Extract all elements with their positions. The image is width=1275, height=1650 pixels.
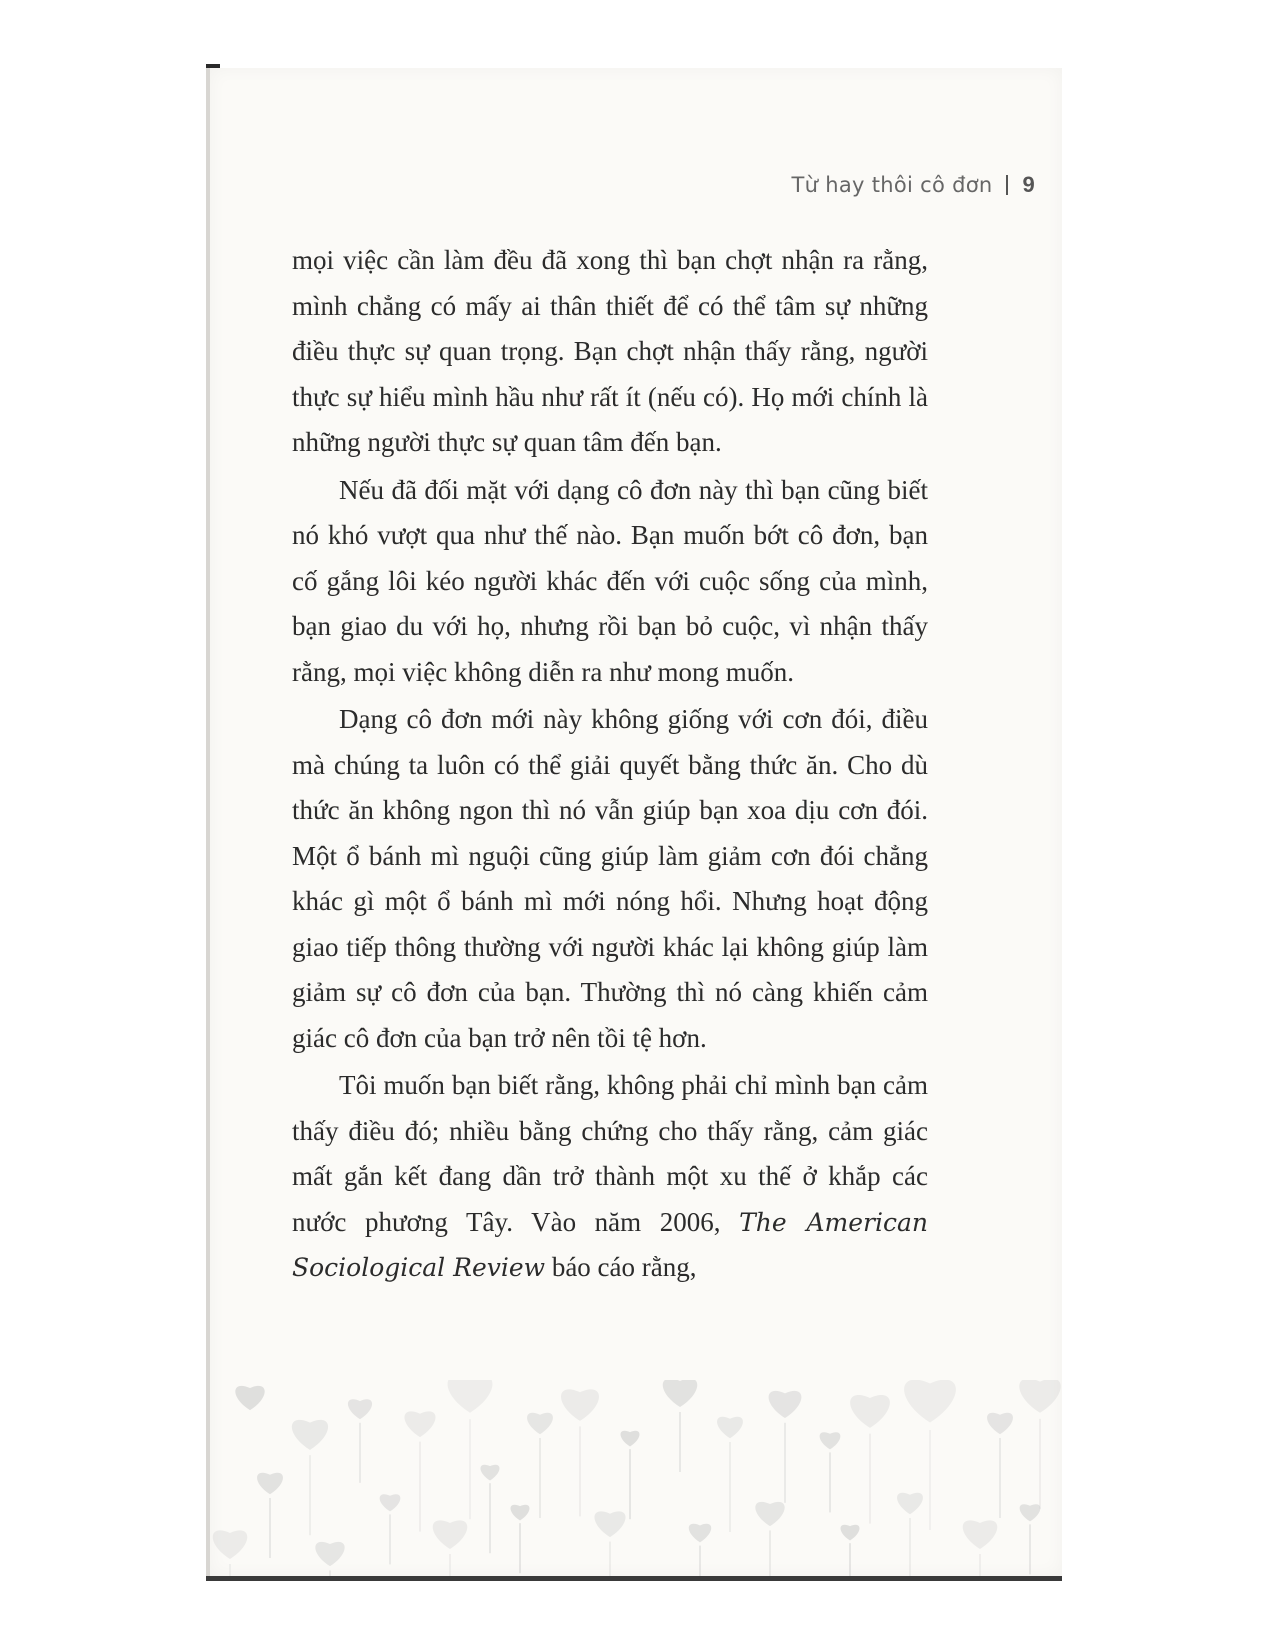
heart-shape xyxy=(380,1494,401,1511)
heart-shape xyxy=(348,1399,372,1419)
heart-shape xyxy=(850,1395,890,1428)
heart-shape xyxy=(1020,1504,1041,1521)
paragraph xyxy=(292,1063,928,1291)
heart-shape xyxy=(717,1417,743,1438)
heart-shape xyxy=(448,1380,493,1413)
heart-shape xyxy=(689,1524,711,1543)
paragraph-text: Tôi muốn bạn biết rằng, không phải chỉ mình bạn cảm thấy điều đó; nhiều bằng chứng cho thấy rằng, cảm giác mất gắn kết đang dần trở thành một xu thế ở khắp các nước phương Tây. Vào năm 2006, xyxy=(292,1070,928,1237)
heart-shape xyxy=(404,1411,435,1437)
hearts-decoration xyxy=(210,1380,1062,1576)
heart-shape xyxy=(963,1520,998,1549)
heart-shape xyxy=(433,1520,468,1549)
heart-shape xyxy=(904,1380,956,1423)
paragraph: Nếu đã đối mặt với dạng cô đơn này thì bạn cũng biết nó khó vượt qua như thế nào. Bạn muốn bớt cô đơn, bạn cố gắng lôi kéo người khác đến với cuộc sống của mình, bạn giao du với họ, nhưng rồi bạn bỏ cuộc, vì nhận thấy rằng, mọi việc không diễn ra như mong muốn. xyxy=(292,474,928,687)
heart-shape xyxy=(987,1413,1013,1434)
heart-shape xyxy=(257,1473,283,1494)
heart-shape xyxy=(841,1525,860,1541)
body-text xyxy=(292,238,928,1293)
heart-shape xyxy=(897,1493,923,1514)
heart-shape xyxy=(820,1432,841,1449)
hearts-pattern-icon xyxy=(210,1380,1062,1576)
heart-shape xyxy=(213,1530,248,1559)
running-head xyxy=(792,172,1036,198)
heart-shape xyxy=(1019,1380,1060,1413)
heart-shape xyxy=(235,1386,264,1410)
running-head-title: Từ hay thôi cô đơn xyxy=(791,173,993,197)
heart-shape xyxy=(755,1502,784,1526)
heart-shape xyxy=(594,1511,625,1537)
heart-shape xyxy=(292,1420,328,1450)
heart-shape xyxy=(481,1465,500,1481)
journal-title: The American Sociological Review xyxy=(292,1207,928,1282)
running-head-separator xyxy=(1006,175,1008,195)
heart-shape xyxy=(769,1391,802,1418)
paragraph-text: báo cáo rằng, xyxy=(545,1252,697,1282)
page-edge-bottom xyxy=(206,1576,1062,1581)
paragraph: Dạng cô đơn mới này không giống với cơn đói, điều mà chúng ta luôn có thể giải quyết bằng thức ăn. Cho dù thức ăn không ngon thì nó vẫn giúp bạn xoa dịu cơn đói. Một ổ bánh mì nguội cũng giúp làm giảm cơn đói chẳng khác gì một ổ bánh mì mới nóng hổi. Nhưng hoạt động giao tiếp thông thường với người khác lại không giúp làm giảm sự cô đơn của bạn. Thường thì nó càng khiến cảm giác cô đơn của bạn trở nên tồi tệ hơn. xyxy=(292,704,928,1053)
heart-shape xyxy=(663,1380,698,1407)
heart-shape xyxy=(561,1389,599,1420)
heart-shape xyxy=(621,1431,640,1447)
page-number: 9 xyxy=(1022,172,1035,197)
heart-shape xyxy=(315,1542,344,1566)
paragraph-continued: mọi việc cần làm đều đã xong thì bạn chợt nhận ra rằng, mình chẳng có mấy ai thân thiết để có thể tâm sự những điều thực sự quan trọng. Bạn chợt nhận thấy rằng, người thực sự hiểu mình hầu như rất ít (nếu có). Họ mới chính là những người thực sự quan tâm đến bạn. xyxy=(292,245,928,457)
heart-shape xyxy=(527,1413,553,1434)
heart-shape xyxy=(511,1505,530,1521)
